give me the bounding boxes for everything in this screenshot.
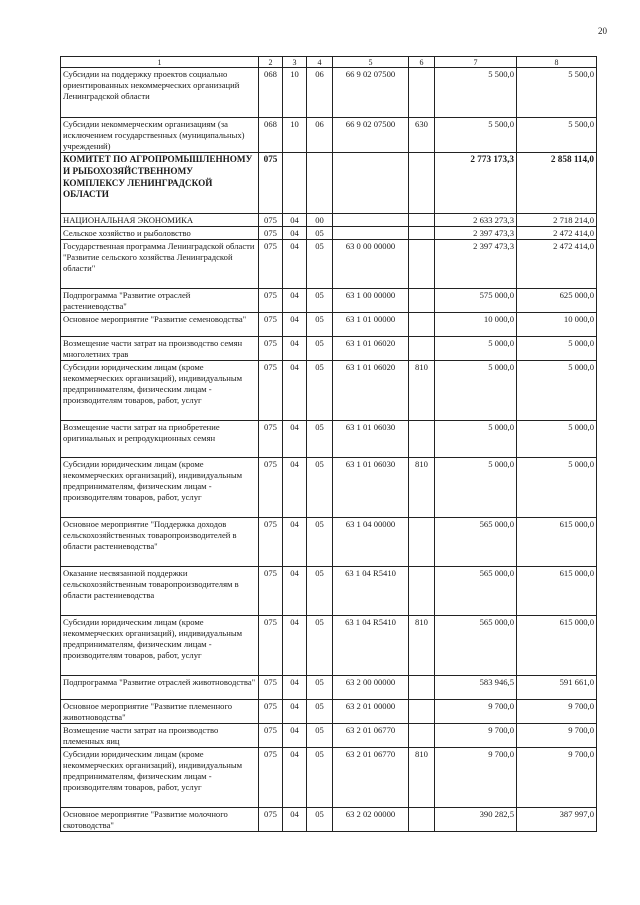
row-col7: 575 000,0 [435, 288, 517, 312]
row-name: Субсидии юридическим лицам (кроме некоммерческих организаций), индивидуальным предпринимателям, физическим лицам - производителям товаров, работ, услуг [61, 457, 259, 517]
table-header-row [61, 57, 597, 68]
row-col4: 05 [307, 336, 333, 360]
header-cell-2: 2 [259, 57, 283, 68]
row-name: Сельское хозяйство и рыболовство [61, 226, 259, 239]
table-row [61, 288, 597, 312]
table-row [61, 336, 597, 360]
row-col7: 9 700,0 [435, 699, 517, 723]
row-col7: 565 000,0 [435, 517, 517, 566]
row-col6 [409, 723, 435, 747]
table-row [61, 615, 597, 675]
row-col4: 05 [307, 615, 333, 675]
row-col7: 5 500,0 [435, 68, 517, 118]
row-name: Субсидии некоммерческим организациям (за исключением государственных (муниципальных) учреждений) [61, 118, 259, 153]
budget-table [60, 56, 597, 832]
row-col7: 5 000,0 [435, 457, 517, 517]
row-col6 [409, 517, 435, 566]
row-col5: 63 1 04 00000 [333, 517, 409, 566]
table-row [61, 118, 597, 153]
row-col3: 04 [283, 675, 307, 699]
row-col8: 5 000,0 [517, 336, 597, 360]
row-col6: 810 [409, 360, 435, 420]
row-col4: 05 [307, 723, 333, 747]
row-col8: 5 500,0 [517, 118, 597, 153]
row-col8: 2 718 214,0 [517, 214, 597, 227]
row-col3: 04 [283, 807, 307, 831]
row-name: Основное мероприятие "Развитие молочного скотоводства" [61, 807, 259, 831]
table-row [61, 312, 597, 336]
row-col6 [409, 312, 435, 336]
row-col2: 068 [259, 68, 283, 118]
row-col5: 66 9 02 07500 [333, 118, 409, 153]
row-col8: 9 700,0 [517, 699, 597, 723]
row-col5: 63 1 04 R5410 [333, 566, 409, 615]
row-col3: 04 [283, 457, 307, 517]
table-row [61, 153, 597, 214]
row-col5: 63 1 01 06030 [333, 420, 409, 457]
row-col2: 075 [259, 420, 283, 457]
row-name: Возмещение части затрат на производство семян многолетних трав [61, 336, 259, 360]
row-col7: 10 000,0 [435, 312, 517, 336]
row-col8: 591 661,0 [517, 675, 597, 699]
row-col8: 5 000,0 [517, 420, 597, 457]
row-col6 [409, 153, 435, 214]
row-col8: 9 700,0 [517, 723, 597, 747]
row-name: Субсидии юридическим лицам (кроме некоммерческих организаций), индивидуальным предпринимателям, физическим лицам - производителям товаров, работ, услуг [61, 615, 259, 675]
row-col3: 04 [283, 723, 307, 747]
row-col6: 810 [409, 747, 435, 807]
row-col4: 05 [307, 420, 333, 457]
row-col5 [333, 226, 409, 239]
row-col7: 5 000,0 [435, 360, 517, 420]
row-col7: 5 000,0 [435, 420, 517, 457]
row-name: Оказание несвязанной поддержки сельскохозяйственным товаропроизводителям в области растениеводства [61, 566, 259, 615]
row-col4: 06 [307, 118, 333, 153]
page-number: 20 [598, 26, 607, 36]
row-col8: 9 700,0 [517, 747, 597, 807]
row-col2: 068 [259, 118, 283, 153]
row-col5: 63 1 01 00000 [333, 312, 409, 336]
row-col2: 075 [259, 214, 283, 227]
row-col5: 63 1 01 06020 [333, 336, 409, 360]
row-col7: 5 500,0 [435, 118, 517, 153]
row-col6 [409, 214, 435, 227]
row-col3: 04 [283, 747, 307, 807]
table-row [61, 420, 597, 457]
row-col4: 05 [307, 807, 333, 831]
row-col3: 04 [283, 312, 307, 336]
row-col3: 04 [283, 517, 307, 566]
row-col5: 63 0 00 00000 [333, 239, 409, 288]
row-col3: 04 [283, 420, 307, 457]
row-col5: 63 1 01 06020 [333, 360, 409, 420]
row-col4: 05 [307, 288, 333, 312]
row-col2: 075 [259, 566, 283, 615]
row-col5 [333, 153, 409, 214]
row-col6 [409, 566, 435, 615]
table-row [61, 747, 597, 807]
header-cell-7: 7 [435, 57, 517, 68]
row-col8: 5 000,0 [517, 360, 597, 420]
row-col2: 075 [259, 288, 283, 312]
row-name: Государственная программа Ленинградской области "Развитие сельского хозяйства Ленинградской области" [61, 239, 259, 288]
row-col2: 075 [259, 457, 283, 517]
row-name: Субсидии юридическим лицам (кроме некоммерческих организаций), индивидуальным предпринимателям, физическим лицам - производителям товаров, работ, услуг [61, 360, 259, 420]
header-cell-6: 6 [409, 57, 435, 68]
table-row [61, 699, 597, 723]
row-col6 [409, 239, 435, 288]
row-col8: 5 000,0 [517, 457, 597, 517]
row-col4: 05 [307, 239, 333, 288]
row-col8: 615 000,0 [517, 615, 597, 675]
row-col8: 2 472 414,0 [517, 226, 597, 239]
table-row [61, 457, 597, 517]
row-col7: 583 946,5 [435, 675, 517, 699]
row-col6: 810 [409, 457, 435, 517]
header-cell-8: 8 [517, 57, 597, 68]
header-cell-5: 5 [333, 57, 409, 68]
row-col4: 05 [307, 566, 333, 615]
row-col6 [409, 68, 435, 118]
row-name: Основное мероприятие "Развитие семеноводства" [61, 312, 259, 336]
header-cell-4: 4 [307, 57, 333, 68]
row-col6 [409, 420, 435, 457]
row-col4: 05 [307, 517, 333, 566]
table-row [61, 517, 597, 566]
row-col2: 075 [259, 517, 283, 566]
row-col5: 63 2 00 00000 [333, 675, 409, 699]
row-col5: 63 2 02 00000 [333, 807, 409, 831]
row-col7: 2 397 473,3 [435, 239, 517, 288]
row-col4: 05 [307, 457, 333, 517]
row-col2: 075 [259, 675, 283, 699]
row-col5: 63 1 01 06030 [333, 457, 409, 517]
table-row [61, 360, 597, 420]
table-row [61, 807, 597, 831]
row-col4: 05 [307, 360, 333, 420]
row-col8: 625 000,0 [517, 288, 597, 312]
row-col6: 630 [409, 118, 435, 153]
row-col7: 565 000,0 [435, 566, 517, 615]
row-col6 [409, 226, 435, 239]
row-col3: 04 [283, 214, 307, 227]
table-row [61, 239, 597, 288]
row-col3: 04 [283, 239, 307, 288]
row-name: Субсидии на поддержку проектов социально ориентированных некоммерческих организаций Ленинградской области [61, 68, 259, 118]
table-row [61, 68, 597, 118]
table-row [61, 226, 597, 239]
row-col6 [409, 807, 435, 831]
row-col2: 075 [259, 360, 283, 420]
row-col2: 075 [259, 747, 283, 807]
row-col2: 075 [259, 312, 283, 336]
row-col2: 075 [259, 699, 283, 723]
row-col6 [409, 288, 435, 312]
row-col2: 075 [259, 153, 283, 214]
row-col8: 387 997,0 [517, 807, 597, 831]
row-col3: 10 [283, 68, 307, 118]
row-col3: 04 [283, 336, 307, 360]
row-col3: 10 [283, 118, 307, 153]
row-col4: 05 [307, 675, 333, 699]
row-col8: 2 858 114,0 [517, 153, 597, 214]
row-col4 [307, 153, 333, 214]
table-row [61, 566, 597, 615]
row-col2: 075 [259, 615, 283, 675]
row-col4: 05 [307, 699, 333, 723]
row-col5: 63 1 00 00000 [333, 288, 409, 312]
row-col8: 5 500,0 [517, 68, 597, 118]
header-cell-1: 1 [61, 57, 259, 68]
row-col7: 9 700,0 [435, 747, 517, 807]
row-col8: 10 000,0 [517, 312, 597, 336]
row-name: Возмещение части затрат на производство племенных яиц [61, 723, 259, 747]
row-col3: 04 [283, 699, 307, 723]
row-col6: 810 [409, 615, 435, 675]
row-col7: 2 633 273,3 [435, 214, 517, 227]
row-col4: 05 [307, 747, 333, 807]
row-col4: 06 [307, 68, 333, 118]
row-col5: 66 9 02 07500 [333, 68, 409, 118]
row-col7: 5 000,0 [435, 336, 517, 360]
row-name: Подпрограмма "Развитие отраслей растениеводства" [61, 288, 259, 312]
row-col6 [409, 699, 435, 723]
row-col6 [409, 336, 435, 360]
row-col5: 63 2 01 06770 [333, 747, 409, 807]
table-row [61, 675, 597, 699]
row-col8: 2 472 414,0 [517, 239, 597, 288]
row-name: Подпрограмма "Развитие отраслей животноводства" [61, 675, 259, 699]
row-col2: 075 [259, 336, 283, 360]
row-col3: 04 [283, 566, 307, 615]
row-col7: 2 397 473,3 [435, 226, 517, 239]
row-col2: 075 [259, 723, 283, 747]
row-col8: 615 000,0 [517, 566, 597, 615]
row-col4: 05 [307, 312, 333, 336]
row-col5: 63 1 04 R5410 [333, 615, 409, 675]
row-name: Основное мероприятие "Развитие племенного животноводства" [61, 699, 259, 723]
row-col2: 075 [259, 239, 283, 288]
row-col2: 075 [259, 226, 283, 239]
row-col7: 2 773 173,3 [435, 153, 517, 214]
row-col5 [333, 214, 409, 227]
row-col3: 04 [283, 360, 307, 420]
row-col6 [409, 675, 435, 699]
row-col3: 04 [283, 226, 307, 239]
row-col7: 9 700,0 [435, 723, 517, 747]
table-row [61, 723, 597, 747]
table-row [61, 214, 597, 227]
row-col7: 565 000,0 [435, 615, 517, 675]
header-cell-3: 3 [283, 57, 307, 68]
row-col2: 075 [259, 807, 283, 831]
row-col8: 615 000,0 [517, 517, 597, 566]
row-col3: 04 [283, 288, 307, 312]
row-col3: 04 [283, 615, 307, 675]
row-name: Субсидии юридическим лицам (кроме некоммерческих организаций), индивидуальным предпринимателям, физическим лицам - производителям товаров, работ, услуг [61, 747, 259, 807]
row-col7: 390 282,5 [435, 807, 517, 831]
row-col5: 63 2 01 00000 [333, 699, 409, 723]
row-name: Возмещение части затрат на приобретение оригинальных и репродукционных семян [61, 420, 259, 457]
row-col3 [283, 153, 307, 214]
row-col5: 63 2 01 06770 [333, 723, 409, 747]
row-name: Основное мероприятие "Поддержка доходов сельскохозяйственных товаропроизводителей в области растениеводства" [61, 517, 259, 566]
row-col4: 00 [307, 214, 333, 227]
row-name: НАЦИОНАЛЬНАЯ ЭКОНОМИКА [61, 214, 259, 227]
row-col4: 05 [307, 226, 333, 239]
row-name: КОМИТЕТ ПО АГРОПРОМЫШЛЕННОМУ И РЫБОХОЗЯЙСТВЕННОМУ КОМПЛЕКСУ ЛЕНИНГРАДСКОЙ ОБЛАСТИ [61, 153, 259, 214]
